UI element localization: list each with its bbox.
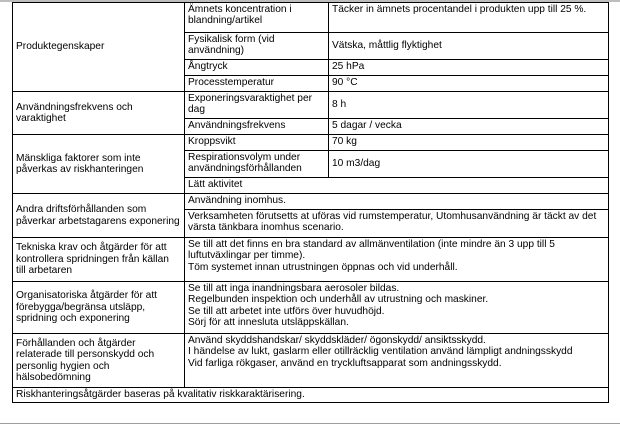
table-row — [13, 135, 609, 151]
cell-text-block — [185, 334, 609, 388]
cell-key: Respirationsvolym under användningsförhållanden — [185, 151, 329, 178]
cell-value: 5 dagar / vecka — [329, 119, 609, 135]
cell-key: Fysikalisk form (vid användning) — [185, 33, 329, 60]
cell-value: 8 h — [329, 92, 609, 119]
cell-value: Täcker in ämnets procentandel i produkten upp till 25 %. — [329, 3, 609, 33]
cell-key: Användningsfrekvens — [185, 119, 329, 135]
exposure-scenario-table — [12, 2, 609, 403]
cell-key: Exponeringsvaraktighet per dag — [185, 92, 329, 119]
text-line: Regelbunden inspektion och underhåll av utrustning och maskiner. — [188, 294, 489, 306]
cell-key: Processtemperatur — [185, 76, 329, 92]
cell-text-block — [185, 238, 609, 282]
row-label-personskydd: Förhållanden och åtgärder relaterade till personskydd och personlig hygien och hälsobedömning — [13, 334, 185, 388]
cell-text-line: Verksamheten förutsetts at uföras vid rumstemperatur, Utomhusanvändning är täckt av det värsta tänkbara inomhus scenario. — [185, 210, 609, 238]
text-line: Se till att det finns en bra standard av allmänventilation (inte mindre än 3 upp till 5 luftutväxlingar per timme). — [188, 239, 555, 262]
table-row — [13, 282, 609, 334]
text-line: Se till att arbetet inte utförs över huvudhöjd. — [188, 305, 385, 317]
cell-key: Kroppsvikt — [185, 135, 329, 151]
text-line: I händelse av lukt, gaslarm eller otillräcklig ventilation använd lämpligt andningsskydd — [188, 346, 573, 358]
row-label-driftsforhallanden: Andra driftsförhållanden som påverkar arbetstagarens exponering — [13, 194, 185, 238]
cell-value: Vätska, måttlig flyktighet — [329, 33, 609, 60]
table-row — [13, 334, 609, 388]
row-label-manskliga-faktorer: Mänskliga faktorer som inte påverkas av riskhanteringen — [13, 135, 185, 194]
row-label-organisatoriska-atgarder: Organisatoriska åtgärder för att förebygga/begränsa utsläpp, spridning och exponering — [13, 282, 185, 334]
cell-key: Ämnets koncentration i blandning/artikel — [185, 3, 329, 33]
text-line: Töm systemet innan utrustningen öppnas och vid underhåll. — [188, 261, 458, 273]
table-row — [13, 388, 609, 403]
row-label-anvandningsfrekvens: Användningsfrekvens och varaktighet — [13, 92, 185, 135]
table-row — [13, 3, 609, 33]
cell-key: Ångtryck — [185, 60, 329, 76]
cell-text-block — [185, 282, 609, 334]
text-line: Använd skyddshandskar/ skyddskläder/ ögonskydd/ ansiktsskydd. — [188, 335, 486, 346]
cell-value: 90 °C — [329, 76, 609, 92]
bottom-border — [0, 423, 620, 424]
table-row — [13, 194, 609, 210]
cell-text-line: Användning inomhus. — [185, 194, 609, 210]
text-line: Vid farliga rökgaser, använd en tryckluftsapparat som andningsskydd. — [188, 357, 502, 369]
text-line: Se till att inga inandningsbara aerosoler bildas. — [188, 283, 400, 294]
footer-note: Riskhanteringsåtgärder baseras på kvalitativ riskkaraktärisering. — [13, 388, 609, 403]
cell-value: 25 hPa — [329, 60, 609, 76]
text-line: Sörj för att innesluta utsläppskällan. — [188, 317, 349, 329]
row-label-produktegenskaper: Produktegenskaper — [13, 3, 185, 92]
cell-value: 70 kg — [329, 135, 609, 151]
cell-activity: Lätt aktivitet — [185, 178, 609, 194]
row-label-tekniska-krav: Tekniska krav och åtgärder för att kontrollera spridningen från källan till arbetaren — [13, 238, 185, 282]
table-row — [13, 92, 609, 119]
cell-value: 10 m3/dag — [329, 151, 609, 178]
table-row — [13, 238, 609, 282]
